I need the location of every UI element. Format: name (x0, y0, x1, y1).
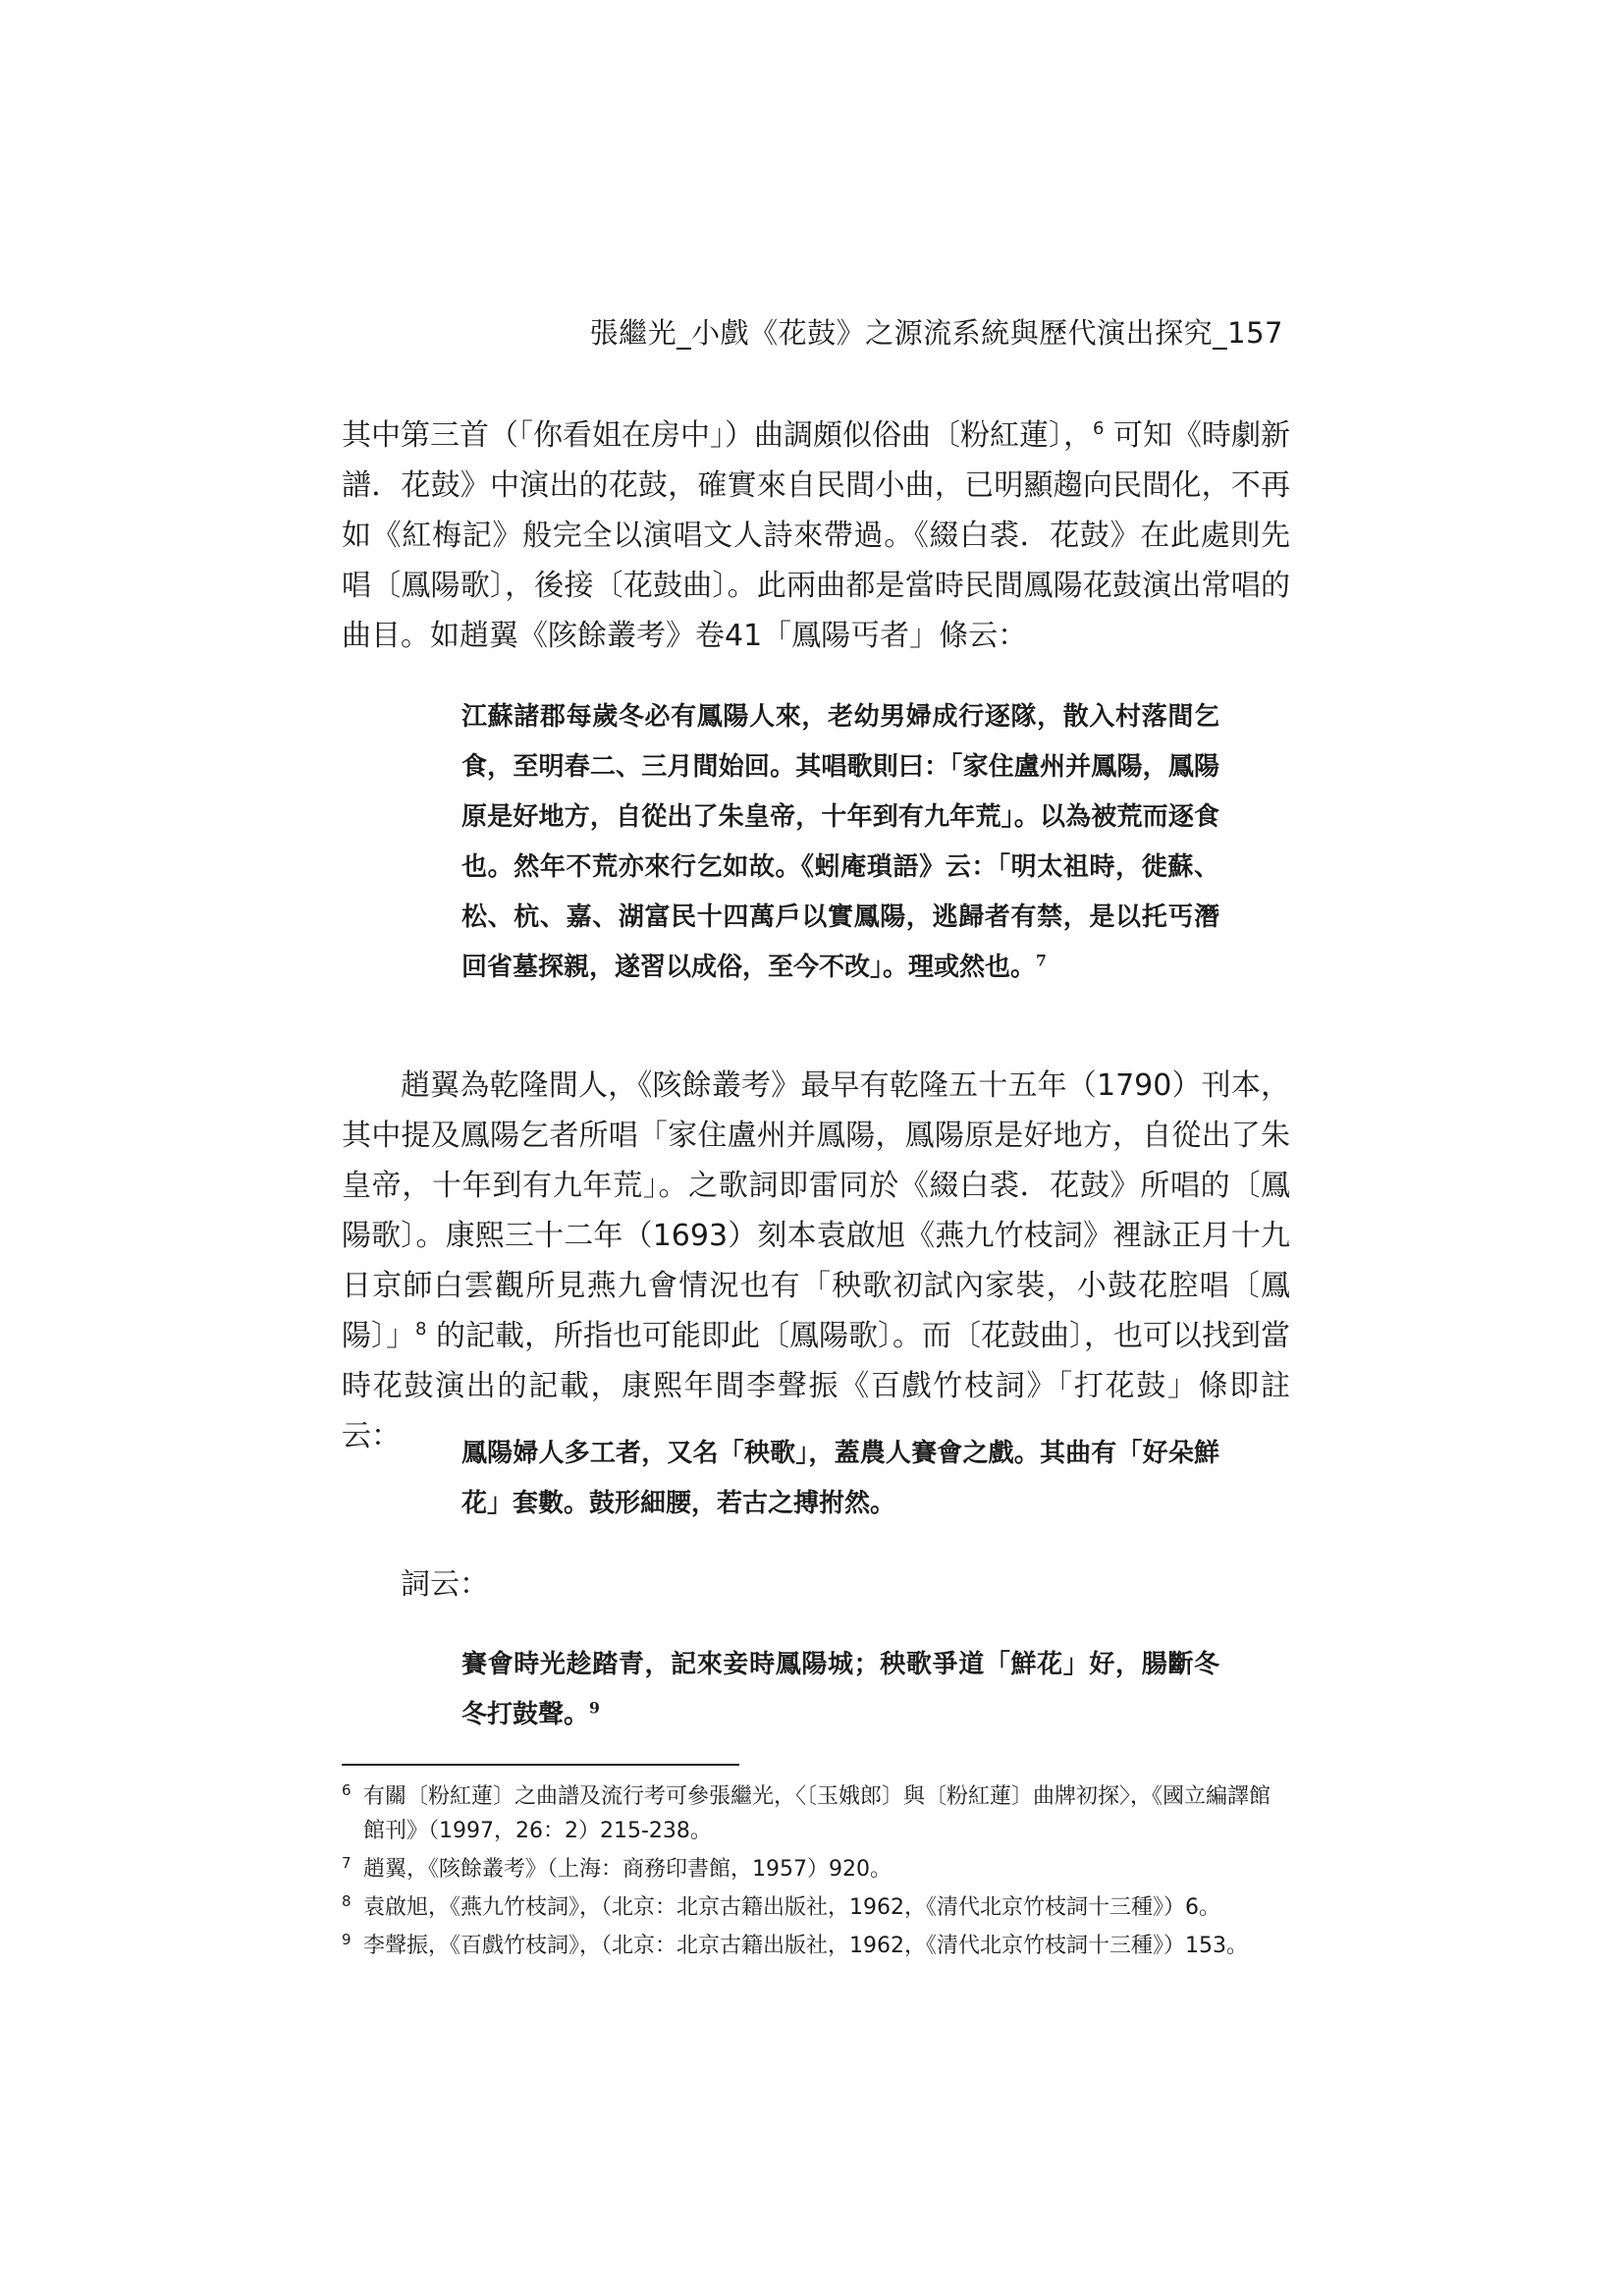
footnote-text: 袁啟旭，《燕九竹枝詞》，（北京：北京古籍出版社，1962，《清代北京竹枝詞十三種》）6。 (363, 1895, 1220, 1920)
footnote-6 (342, 1779, 1290, 1848)
paragraph-2-text-b: 的記載，所指也可能即此〔鳳陽歌〕。而〔花鼓曲〕，也可以找到當時花鼓演出的記載，康熙年間李聲振《百戲竹枝詞》「打花鼓」條即註云： (342, 1319, 1290, 1453)
block-quote-3-text: 賽會時光趁踏青，記來妾時鳳陽城；秧歌爭道「鮮花」好，腸斷冬冬打鼓聲。 (461, 1650, 1219, 1729)
footnote-text: 有關〔粉紅蓮〕之曲譜及流行考可參張繼光，〈〔玉娥郎〕與〔粉紅蓮〕曲牌初探〉，《國立編譯館館刊》（1997，26：2）215-238。 (363, 1784, 1271, 1843)
footnote-ref-7[interactable]: 7 (1036, 951, 1047, 970)
paragraph-2 (342, 1061, 1290, 1461)
footnote-number: 9 (342, 1931, 352, 1948)
paragraph-1-text-b: 可知《時劇新譜．花鼓》中演出的花鼓，確實來自民間小曲，已明顯趨向民間化，不再如《紅梅記》般完全以演唱文人詩來帶過。《綴白裘．花鼓》在此處則先唱〔鳳陽歌〕，後接〔花鼓曲〕。此兩曲都是當時民間鳳陽花鼓演出常唱的曲目。如趙翼《陔餘叢考》卷41「鳳陽丐者」條云： (342, 418, 1290, 653)
block-quote-2 (461, 1429, 1219, 1529)
footnote-7 (342, 1852, 1290, 1886)
paragraph-1-text-a: 其中第三首（「你看姐在房中」）曲調頗似俗曲〔粉紅蓮〕， (342, 418, 1093, 453)
paragraph-2-text-a: 趙翼為乾隆間人，《陔餘叢考》最早有乾隆五十五年（1790）刊本，其中提及鳳陽乞者所唱「家住盧州并鳳陽，鳳陽原是好地方，自從出了朱皇帝，十年到有九年荒」。之歌詞即雷同於《綴白裘．花鼓》所唱的〔鳳陽歌〕。康熙三十二年（1693）刻本袁啟旭《燕九竹枝詞》裡詠正月十九日京師白雲觀所見燕九會情況也有「秧歌初試內家裝，小鼓花腔唱〔鳳陽〕」 (342, 1068, 1290, 1353)
footnote-ref-9[interactable]: 9 (589, 1698, 600, 1718)
block-quote-2-text: 鳳陽婦人多工者，又名「秧歌」，蓋農人賽會之戲。其曲有「好朵鮮花」套數。鼓形細腰，若古之搏拊然。 (461, 1439, 1219, 1518)
block-quote-3 (461, 1640, 1219, 1740)
paragraph-3-text: 詞云： (401, 1567, 489, 1602)
paragraph-3 (342, 1559, 1290, 1610)
paragraph-1 (342, 410, 1290, 661)
block-quote-1-text: 江蘇諸郡每歲冬必有鳳陽人來，老幼男婦成行逐隊，散入村落間乞食，至明春二、三月間始回。其唱歌則曰：「家住盧州并鳳陽，鳳陽原是好地方，自從出了朱皇帝，十年到有九年荒」。以為被荒而逐食也。然年不荒亦來行乞如故。《蚓庵瑣語》云：「明太祖時，徙蘇、松、杭、嘉、湖富民十四萬戶以實鳳陽，逃歸者有禁，是以托丐潛回省墓探親，遂習以成俗，至今不改」。理或然也。 (461, 702, 1219, 982)
block-quote-1 (461, 692, 1219, 993)
footnotes-section (342, 1779, 1290, 1967)
footnote-number: 7 (342, 1854, 352, 1872)
footnote-9 (342, 1929, 1290, 1963)
footnote-ref-8[interactable]: 8 (415, 1319, 427, 1339)
footnote-number: 6 (342, 1781, 352, 1799)
footnote-ref-6[interactable]: 6 (1093, 418, 1105, 439)
footnote-text: 趙翼，《陔餘叢考》（上海：商務印書館，1957）920。 (363, 1857, 892, 1882)
footnote-8 (342, 1890, 1290, 1925)
footnote-text: 李聲振，《百戲竹枝詞》，（北京：北京古籍出版社，1962，《清代北京竹枝詞十三種》）153。 (363, 1934, 1248, 1958)
footnote-divider (342, 1764, 739, 1766)
running-header: 張繼光_小戲《花鼓》之源流系統與歷代演出探究_157 (589, 316, 1283, 350)
footnote-number: 8 (342, 1892, 352, 1910)
